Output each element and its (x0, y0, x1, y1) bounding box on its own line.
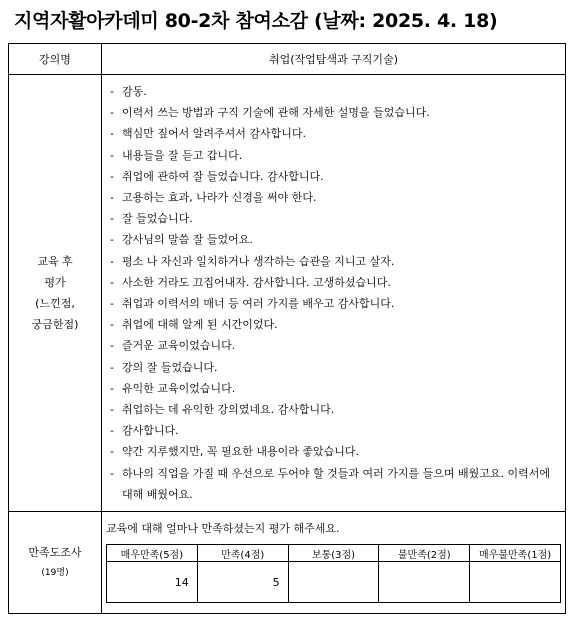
feedback-item: - 잘 들었습니다. (110, 208, 561, 229)
feedback-item: - 강사님의 말씀 잘 들었어요. (110, 229, 561, 250)
feedback-table (8, 43, 566, 614)
rating-table (106, 544, 561, 603)
feedback-item: - 이력서 쓰는 방법과 구직 기술에 관해 자세한 설명을 들었습니다. (110, 102, 561, 123)
page-title: 지역자활아카데미 80-2차 참여소감 (날짜: 2025. 4. 18) (14, 10, 498, 32)
feedback-item: - 약간 지루했지만, 꼭 필요한 내용이라 좋았습니다. (110, 441, 561, 462)
feedback-item: - 즐거운 교육이었습니다. (110, 335, 561, 356)
feedback-label-line: 교육 후 (37, 255, 73, 269)
survey-question: 교육에 대해 얼마나 만족하셨는지 평가 해주세요. (106, 522, 340, 536)
rating-value (470, 562, 561, 603)
feedback-item: - 유익한 교육이었습니다. (110, 378, 561, 399)
header-course-label: 강의명 (9, 44, 102, 75)
survey-label-text: 만족도조사 (28, 545, 82, 559)
rating-header-row (107, 545, 561, 562)
rating-value (379, 562, 470, 603)
feedback-item: - 취업하는 데 유익한 강의였네요. 감사합니다. (110, 399, 561, 420)
rating-value-row (107, 562, 561, 603)
feedback-list (110, 81, 561, 505)
feedback-list-cell (102, 75, 566, 512)
rating-header: 불만족(2점) (379, 545, 470, 562)
survey-cell (102, 512, 566, 614)
feedback-item: - 내용들을 잘 듣고 갑니다. (110, 145, 561, 166)
feedback-row (9, 75, 566, 512)
feedback-item: - 감사합니다. (110, 420, 561, 441)
feedback-label-line: (느낀점, (35, 297, 75, 311)
rating-header: 매우불만족(1점) (470, 545, 561, 562)
rating-value: 14 (107, 562, 198, 603)
feedback-item: - 취업과 이력서의 매너 등 여러 가지를 배우고 감사합니다. (110, 293, 561, 314)
feedback-item: - 사소한 거라도 끄집어내자. 감사합니다. 고생하셨습니다. (110, 272, 561, 293)
rating-header: 보통(3점) (288, 545, 379, 562)
header-row (9, 44, 566, 75)
survey-row (9, 512, 566, 614)
survey-label (9, 512, 102, 614)
feedback-item: - 고용하는 효과, 나라가 신경을 써야 한다. (110, 187, 561, 208)
feedback-item: - 취업에 대해 알게 된 시간이었다. (110, 314, 561, 335)
feedback-item: - 하나의 직업을 가질 때 우선으로 두어야 할 것들과 여러 가지를 들으며 배웠고요. 이력서에 대해 배웠어요. (110, 463, 561, 505)
rating-header: 매우만족(5점) (107, 545, 198, 562)
rating-value (288, 562, 379, 603)
rating-value: 5 (197, 562, 288, 603)
header-course-name: 취업(작업탐색과 구직기술) (102, 44, 566, 75)
feedback-item: - 평소 나 자신과 일치하거나 생각하는 습관을 지니고 살자. (110, 251, 561, 272)
feedback-label-line: 평가 (44, 276, 66, 290)
feedback-item: - 감동. (110, 81, 561, 102)
feedback-label-line: 궁금한점) (31, 318, 79, 332)
feedback-item: - 핵심만 짚어서 알려주셔서 감사합니다. (110, 123, 561, 144)
feedback-item: - 강의 잘 들었습니다. (110, 357, 561, 378)
feedback-label (9, 75, 102, 512)
feedback-item: - 취업에 관하여 잘 들었습니다. 감사합니다. (110, 166, 561, 187)
rating-header: 만족(4점) (197, 545, 288, 562)
survey-count: (19명) (41, 567, 69, 578)
